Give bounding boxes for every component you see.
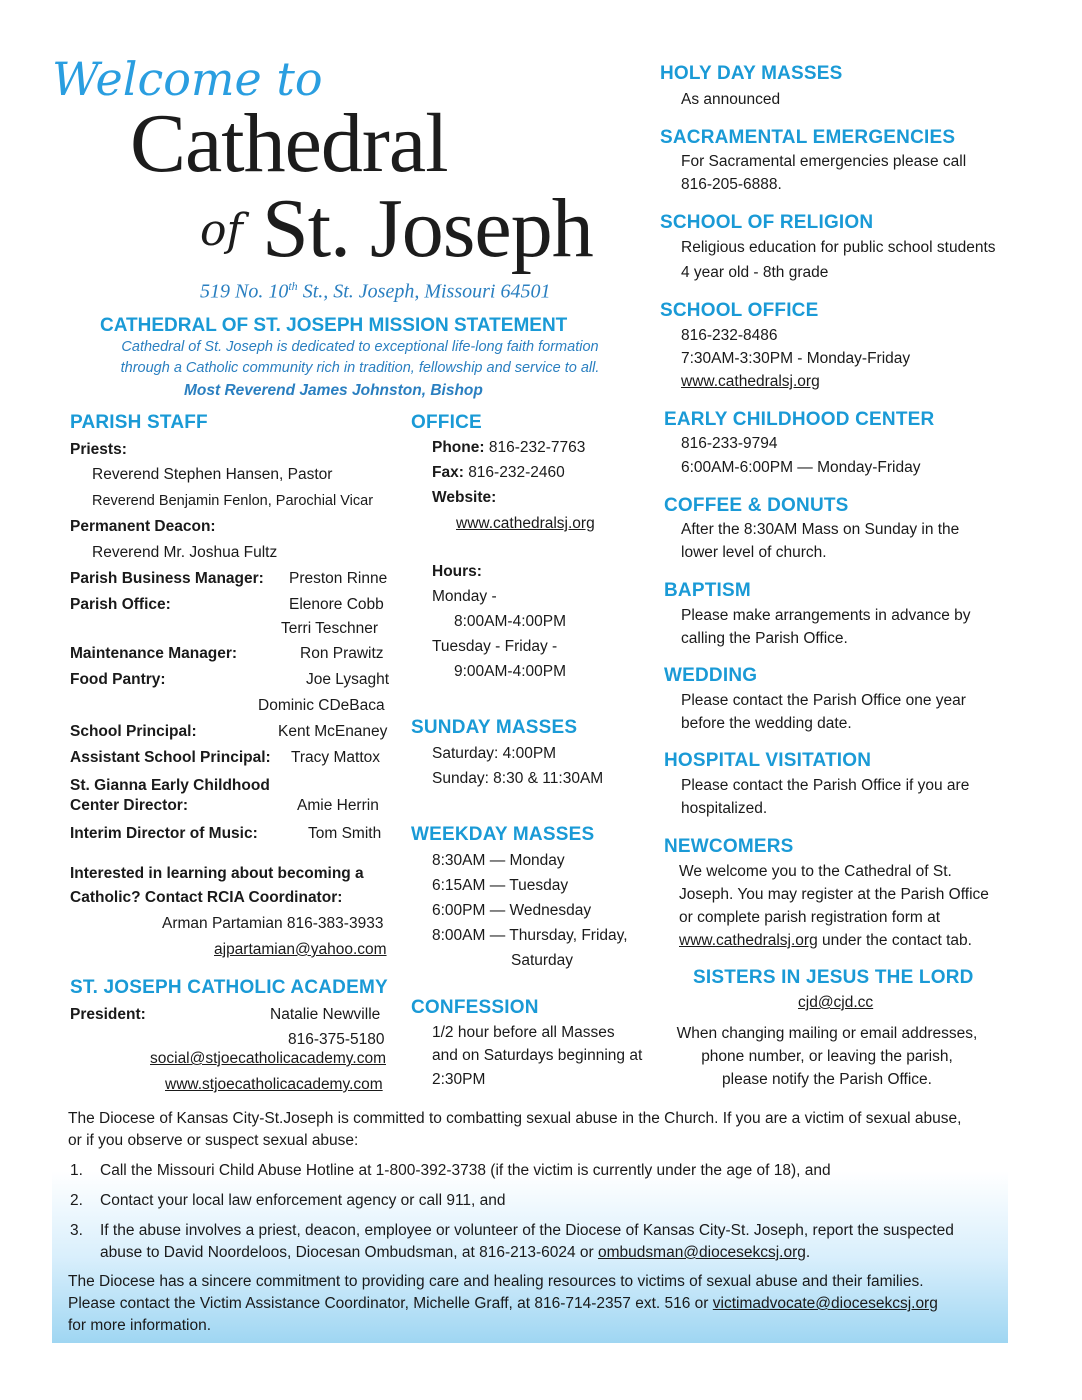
academy-website-link[interactable]: www.stjoecatholicacademy.com <box>165 1076 383 1093</box>
deacon-name: Reverend Mr. Joshua Fultz <box>92 544 278 561</box>
maintenance-label: Maintenance Manager: <box>70 645 238 662</box>
hospital-text-2: hospitalized. <box>681 800 768 817</box>
sunday-line-1: Saturday: 4:00PM <box>432 745 557 762</box>
newcomers-website-link[interactable]: www.cathedralsj.org <box>679 932 818 949</box>
office-website-link[interactable]: www.cathedralsj.org <box>456 515 595 532</box>
footer-intro-1: The Diocese of Kansas City-St.Joseph is committed to combatting sexual abuse in the Church. If you are a victim of sexual abuse, <box>68 1110 962 1127</box>
footer-intro-2: or if you observe or suspect sexual abuse: <box>68 1132 359 1149</box>
business-manager-name: Preston Rinne <box>289 570 388 587</box>
footer-item-3b: abuse to David Noordeloos, Diocesan Ombudsman, at 816-213-6024 or ombudsman@diocesekcsj.org. <box>100 1244 811 1261</box>
asst-principal-label: Assistant School Principal: <box>70 749 271 766</box>
address: 519 No. 10th St., St. Joseph, Missouri 64501 <box>200 279 551 303</box>
gianna-label-1: St. Gianna Early Childhood <box>70 777 270 794</box>
deacon-label: Permanent Deacon: <box>70 518 216 535</box>
food-pantry-name-1: Joe Lysaght <box>306 671 390 688</box>
rcia-contact: Arman Partamian 816-383-3933 <box>162 915 384 932</box>
rcia-text-1: Interested in learning about becoming a <box>70 865 364 882</box>
sisters-title: SISTERS IN JESUS THE LORD <box>693 967 974 988</box>
wedding-title: WEDDING <box>664 665 758 686</box>
sisters-text-3: please notify the Parish Office. <box>722 1071 932 1088</box>
sisters-text-2: phone number, or leaving the parish, <box>701 1048 953 1065</box>
priest-1: Reverend Stephen Hansen, Pastor <box>92 466 333 483</box>
music-name: Tom Smith <box>308 825 382 842</box>
sunday-line-2: Sunday: 8:30 & 11:30AM <box>432 770 604 787</box>
footer-num-3: 3. <box>70 1222 83 1239</box>
weekday-line-3: 6:00PM — Wednesday <box>432 902 592 919</box>
footer-care-2: Please contact the Victim Assistance Coordinator, Michelle Graff, at 816-714-2357 ext. 516 or victimadvocate@diocesekcsj.org <box>68 1295 938 1312</box>
religion-title: SCHOOL OF RELIGION <box>660 212 874 233</box>
cathedral-name-line1: Cathedral <box>130 97 448 190</box>
office-hours-4: 9:00AM-4:00PM <box>454 663 566 680</box>
ombudsman-email-link[interactable]: ombudsman@diocesekcsj.org <box>598 1244 806 1261</box>
footer-item-3a: If the abuse involves a priest, deacon, employee or volunteer of the Diocese of Kansas City-St. Joseph, report the suspected <box>100 1222 954 1239</box>
weekday-line-4: 8:00AM — Thursday, Friday, <box>432 927 628 944</box>
welcome-heading: Welcome to <box>52 52 323 106</box>
principal-label: School Principal: <box>70 723 197 740</box>
bishop-name: Most Reverend James Johnston, Bishop <box>184 382 483 399</box>
confession-title: CONFESSION <box>411 997 539 1018</box>
sisters-text-1: When changing mailing or email addresses, <box>676 1025 978 1042</box>
school-office-title: SCHOOL OFFICE <box>660 300 819 321</box>
confession-line-2: and on Saturdays beginning at <box>432 1047 643 1064</box>
office-hours-2: 8:00AM-4:00PM <box>454 613 566 630</box>
business-manager-label: Parish Business Manager: <box>70 570 264 587</box>
academy-email-link[interactable]: social@stjoecatholicacademy.com <box>150 1050 386 1067</box>
footer-item-2: Contact your local law enforcement agency or call 911, and <box>100 1192 506 1209</box>
confession-line-1: 1/2 hour before all Masses <box>432 1024 615 1041</box>
asst-principal-name: Tracy Mattox <box>291 749 380 766</box>
sacramental-title: SACRAMENTAL EMERGENCIES <box>660 127 956 148</box>
rcia-email-link[interactable]: ajpartamian@yahoo.com <box>214 941 387 958</box>
baptism-text-2: calling the Parish Office. <box>681 630 848 647</box>
music-label: Interim Director of Music: <box>70 825 258 842</box>
cathedral-name-line2: St. Joseph <box>262 182 593 275</box>
holy-day-text: As announced <box>681 91 781 108</box>
mission-title: CATHEDRAL OF ST. JOSEPH MISSION STATEMENT <box>100 315 568 336</box>
office-fax: Fax: 816-232-2460 <box>432 464 565 481</box>
weekday-masses-title: WEEKDAY MASSES <box>411 824 595 845</box>
coffee-title: COFFEE & DONUTS <box>664 495 849 516</box>
office-hours-3: Tuesday - Friday - <box>432 638 558 655</box>
newcomers-text-4: www.cathedralsj.org under the contact tab. <box>679 932 972 949</box>
office-website-label: Website: <box>432 489 497 506</box>
weekday-line-5: Saturday <box>511 952 574 969</box>
office-title: OFFICE <box>411 412 482 433</box>
weekday-line-2: 6:15AM — Tuesday <box>432 877 569 894</box>
academy-president-label: President: <box>70 1006 146 1023</box>
sacramental-text-2: 816-205-6888. <box>681 176 782 193</box>
school-office-website-link[interactable]: www.cathedralsj.org <box>681 373 820 390</box>
newcomers-text-2: Joseph. You may register at the Parish Office <box>679 886 989 903</box>
newcomers-text-1: We welcome you to the Cathedral of St. <box>679 863 952 880</box>
wedding-text-1: Please contact the Parish Office one year <box>681 692 966 709</box>
sunday-masses-title: SUNDAY MASSES <box>411 717 578 738</box>
gianna-label-2: Center Director: <box>70 797 188 814</box>
footer-care-1: The Diocese has a sincere commitment to providing care and healing resources to victims of sexual abuse and their families. <box>68 1273 924 1290</box>
academy-president-name: Natalie Newville <box>270 1006 381 1023</box>
confession-line-3: 2:30PM <box>432 1071 486 1088</box>
religion-text-1: Religious education for public school students <box>681 239 996 256</box>
office-phone: Phone: 816-232-7763 <box>432 439 586 456</box>
food-pantry-name-2: Dominic CDeBaca <box>258 697 385 714</box>
office-hours-1: Monday - <box>432 588 497 605</box>
sacramental-text-1: For Sacramental emergencies please call <box>681 153 967 170</box>
footer-num-2: 2. <box>70 1192 83 1209</box>
food-pantry-label: Food Pantry: <box>70 671 166 688</box>
hospital-title: HOSPITAL VISITATION <box>664 750 872 771</box>
academy-phone: 816-375-5180 <box>288 1031 385 1048</box>
school-office-hours: 7:30AM-3:30PM - Monday-Friday <box>681 350 911 367</box>
maintenance-name: Ron Prawitz <box>300 645 384 662</box>
priests-label: Priests: <box>70 441 127 458</box>
early-childhood-title: EARLY CHILDHOOD CENTER <box>664 409 935 430</box>
priest-2: Reverend Benjamin Fenlon, Parochial Vicar <box>92 493 374 509</box>
rcia-text-2: Catholic? Contact RCIA Coordinator: <box>70 889 343 906</box>
weekday-line-1: 8:30AM — Monday <box>432 852 565 869</box>
sisters-email-link[interactable]: cjd@cjd.cc <box>798 994 874 1011</box>
coffee-text-1: After the 8:30AM Mass on Sunday in the <box>681 521 960 538</box>
baptism-title: BAPTISM <box>664 580 751 601</box>
office-hours-label: Hours: <box>432 563 482 580</box>
holy-day-title: HOLY DAY MASSES <box>660 63 843 84</box>
mission-line-1: Cathedral of St. Joseph is dedicated to exceptional life-long faith formation <box>121 339 599 355</box>
baptism-text-1: Please make arrangements in advance by <box>681 607 971 624</box>
footer-num-1: 1. <box>70 1162 83 1179</box>
victim-advocate-email-link[interactable]: victimadvocate@diocesekcsj.org <box>712 1295 938 1312</box>
parish-office-name-2: Terri Teschner <box>281 620 379 637</box>
coffee-text-2: lower level of church. <box>681 544 827 561</box>
footer-care-3: for more information. <box>68 1317 211 1334</box>
principal-name: Kent McEnaney <box>278 723 388 740</box>
newcomers-text-3: or complete parish registration form at <box>679 909 941 926</box>
wedding-text-2: before the wedding date. <box>681 715 852 732</box>
footer-item-1: Call the Missouri Child Abuse Hotline at 1-800-392-3738 (if the victim is currently under the age of 18), and <box>100 1162 831 1179</box>
academy-title: ST. JOSEPH CATHOLIC ACADEMY <box>70 977 388 998</box>
school-office-phone: 816-232-8486 <box>681 327 778 344</box>
early-childhood-phone: 816-233-9794 <box>681 435 778 452</box>
parish-office-name-1: Elenore Cobb <box>289 596 384 613</box>
religion-text-2: 4 year old - 8th grade <box>681 264 829 281</box>
parish-office-label: Parish Office: <box>70 596 171 613</box>
parish-staff-title: PARISH STAFF <box>70 412 208 433</box>
gianna-director-name: Amie Herrin <box>297 797 379 814</box>
newcomers-title: NEWCOMERS <box>664 836 794 857</box>
hospital-text-1: Please contact the Parish Office if you are <box>681 777 970 794</box>
mission-line-2: through a Catholic community rich in tradition, fellowship and service to all. <box>120 360 600 376</box>
of-word: of <box>200 205 243 256</box>
early-childhood-hours: 6:00AM-6:00PM — Monday-Friday <box>681 459 921 476</box>
